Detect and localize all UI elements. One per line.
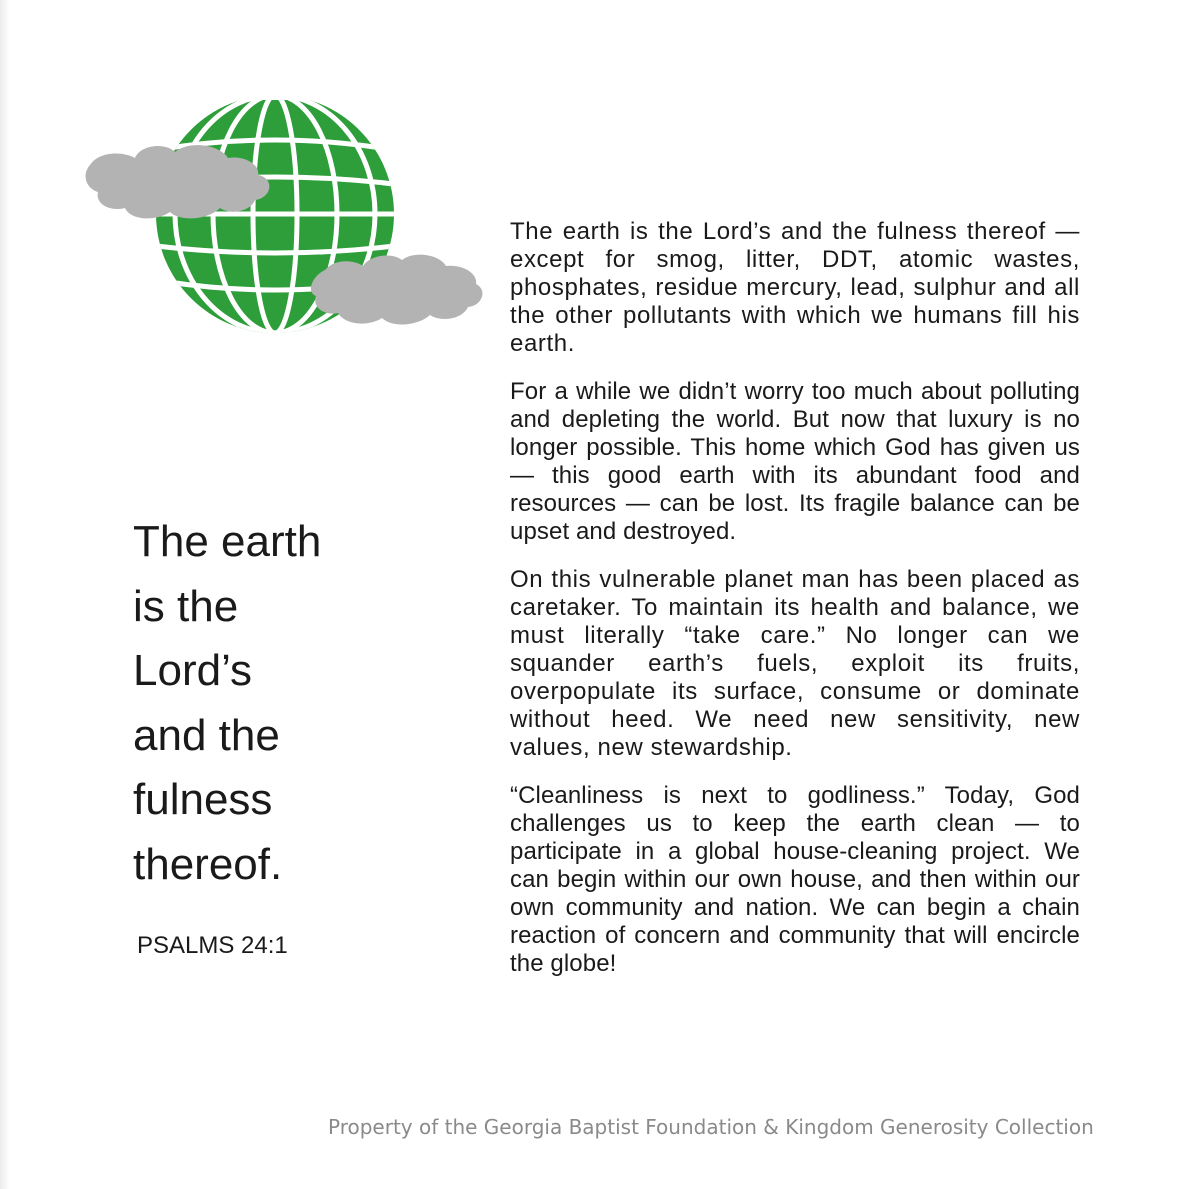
- page-edge-shadow: [0, 0, 10, 1189]
- headline-line: The earth: [133, 517, 322, 566]
- headline-line: thereof.: [133, 839, 283, 889]
- headline-line: Lord’s: [133, 646, 253, 695]
- globe-with-clouds-illustration: [80, 100, 490, 360]
- body-paragraph: The earth is the Lord’s and the fulness thereof — except for smog, litter, DDT, atomic wastes, phosphates, residue mercury, lead, sulphur and all the other pollutants with which we humans fill his earth.: [510, 218, 1080, 357]
- headline-line: is the: [133, 581, 239, 631]
- headline-line: and the: [133, 710, 280, 760]
- collection-credit: Property of the Georgia Baptist Foundation & Kingdom Generosity Collection: [328, 1115, 1094, 1139]
- body-paragraph: For a while we didn’t worry too much about polluting and depleting the world. But now that luxury is no longer possible. This home which God has given us — this good earth with its abundant food and resources — can be lost. Its fragile balance can be upset and destroyed.: [510, 378, 1080, 545]
- body-paragraph: “Cleanliness is next to godliness.” Today, God challenges us to keep the earth clean — to participate in a global house-cleaning project. We can begin within our own house, and then within our own community and nation. We can begin a chain reaction of concern and community that will encircle the globe!: [510, 782, 1080, 977]
- body-paragraph: On this vulnerable planet man has been placed as caretaker. To maintain its health and balance, we must literally “take care.” No longer can we squander earth’s fuels, exploit its fruits, overpopulate its surface, consume or dominate without heed. We need new sensitivity, new values, new stewardship.: [510, 566, 1080, 761]
- scripture-citation: PSALMS 24:1: [137, 932, 288, 959]
- body-text-column: [510, 218, 1080, 998]
- headline-line: fulness: [133, 775, 273, 824]
- scripture-headline: [133, 510, 393, 897]
